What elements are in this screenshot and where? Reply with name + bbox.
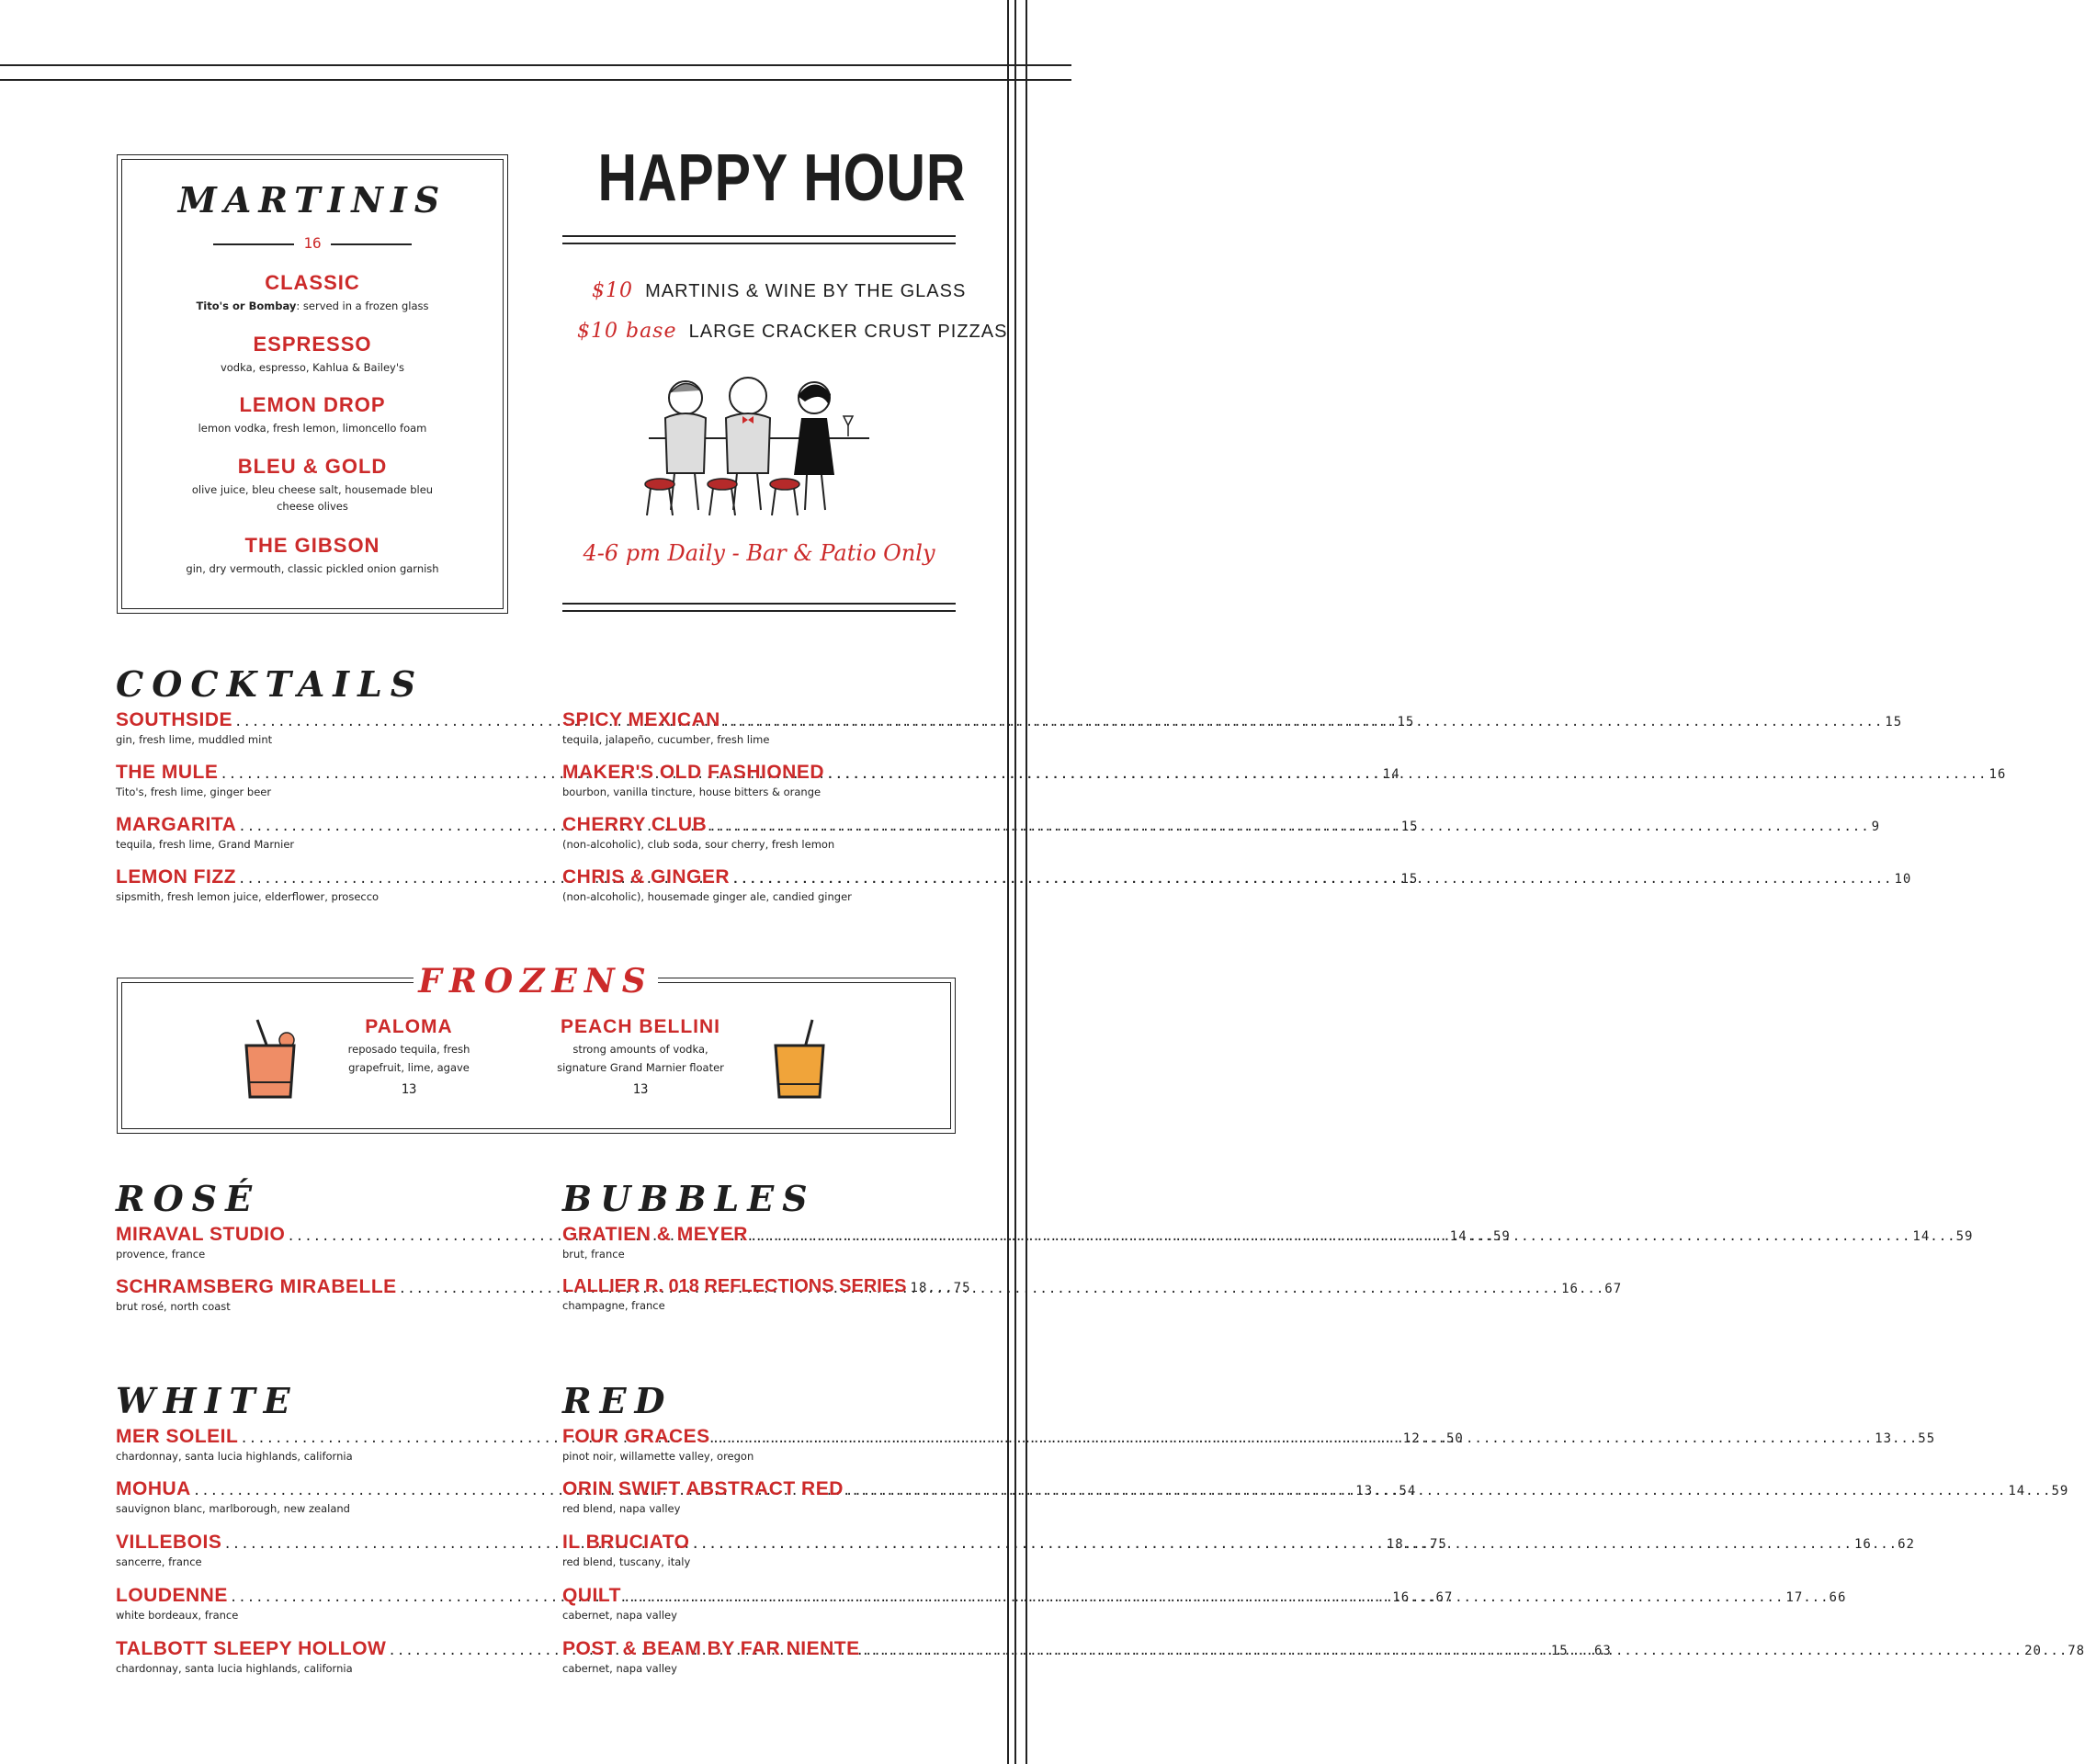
white-loudenne: LOUDENNE ..... 16...67 white bordeaux, france — [116, 1585, 509, 1622]
cocktail-makers-old-fashioned: MAKER'S OLD FASHIONED ..... 16 bourbon, vanilla tincture, house bitters & orange — [562, 762, 956, 798]
red-quilt: QUILT ..... 17...66 cabernet, napa valley — [562, 1585, 956, 1622]
white-villebois: VILLEBOIS ..... 18...75 sancerre, france — [116, 1532, 509, 1568]
bubbles-title: BUBBLES — [562, 1178, 816, 1219]
cocktail-the-mule: THE MULE ..... 14 Tito's, fresh lime, ginger beer — [116, 762, 509, 798]
cocktail-cherry-club: CHERRY CLUB ..... 9 (non-alcoholic), club soda, sour cherry, fresh lemon — [562, 814, 956, 851]
red-four-graces: FOUR GRACES ..... 13...55 pinot noir, willamette valley, oregon — [562, 1426, 956, 1463]
happy-hour-title: HAPPY HOUR — [597, 141, 967, 215]
white-mohua: MOHUA ..... 13...54 sauvignon blanc, marlborough, new zealand — [116, 1478, 509, 1515]
peach-bellini-glass-icon — [770, 1018, 831, 1102]
cocktails-title: COCKTAILS — [116, 663, 425, 705]
martinis-price: 16 — [303, 234, 322, 252]
rose-schramsberg-mirabelle: SCHRAMSBERG MIRABELLE ..... 16...67 brut rosé, north coast — [116, 1276, 509, 1313]
hh-times: 4-6 pm Daily - Bar & Patio Only — [583, 540, 935, 566]
hh-rule-top-1 — [562, 235, 956, 237]
bar-patrons-illustration — [640, 372, 878, 519]
rose-miraval-studio: MIRAVAL STUDIO ..... 14...59 provence, france — [116, 1224, 509, 1261]
white-mer-soleil: MER SOLEIL ..... 12...50 chardonnay, santa lucia highlands, california — [116, 1426, 509, 1463]
hh-rule-top-2 — [562, 243, 956, 244]
martini-lemon-drop: LEMON DROP lemon vodka, fresh lemon, limoncello foam — [198, 393, 427, 435]
hh-rule-bottom-1 — [562, 603, 956, 605]
martinis-price-row — [213, 234, 412, 254]
paloma-glass-icon — [241, 1018, 301, 1102]
frozen-paloma: PALOMA reposado tequila, fresh grapefruit, lime, agave 13 — [347, 1016, 470, 1098]
frozen-peach-bellini: PEACH BELLINI strong amounts of vodka, signature Grand Marnier floater 13 — [557, 1016, 724, 1098]
cocktail-margarita: MARGARITA ..... 15 tequila, fresh lime, Grand Marnier — [116, 814, 509, 851]
martini-classic: CLASSIC Tito's or Bombay: served in a frozen glass — [196, 271, 429, 312]
martini-bleu-gold: BLEU & GOLD olive juice, bleu cheese salt, housemade bleu cheese olives — [191, 455, 434, 514]
red-post-beam-far-niente: POST & BEAM BY FAR NIENTE ..... 20...78 cabernet, napa valley — [562, 1638, 956, 1675]
red-orin-swift-abstract: ORIN SWIFT ABSTRACT RED ..... 14...59 red blend, napa valley — [562, 1478, 956, 1515]
top-rule-2 — [0, 79, 1071, 81]
top-rule-1 — [0, 64, 1071, 66]
cocktail-chris-ginger: CHRIS & GINGER ..... 10 (non-alcoholic), housemade ginger ale, candied ginger — [562, 866, 956, 903]
hh-offer-pizzas: $10 base LARGE CRACKER CRUST PIZZAS — [577, 320, 1008, 343]
cocktail-lemon-fizz: LEMON FIZZ ..... 15 sipsmith, fresh lemon juice, elderflower, prosecco — [116, 866, 509, 903]
white-title: WHITE — [116, 1380, 299, 1421]
hh-rule-bottom-2 — [562, 610, 956, 612]
white-talbott-sleepy-hollow: TALBOTT SLEEPY HOLLOW ..... 15...63 chardonnay, santa lucia highlands, california — [116, 1638, 509, 1675]
cocktail-spicy-mexican: SPICY MEXICAN ..... 15 tequila, jalapeño, cucumber, fresh lime — [562, 709, 956, 746]
martinis-box — [117, 154, 508, 614]
cocktail-southside: SOUTHSIDE ..... 15 gin, fresh lime, muddled mint — [116, 709, 509, 746]
red-title: RED — [562, 1380, 674, 1421]
martinis-title: MARTINIS — [177, 179, 448, 220]
frozens-title: FROZENS — [414, 965, 658, 998]
martini-gibson: THE GIBSON gin, dry vermouth, classic pickled onion garnish — [186, 534, 439, 575]
red-il-bruciato: IL BRUCIATO ..... 16...62 red blend, tuscany, italy — [562, 1532, 956, 1568]
martini-espresso: ESPRESSO vodka, espresso, Kahlua & Bailey's — [220, 333, 405, 374]
hh-offer-martinis: $10 MARTINIS & WINE BY THE GLASS — [592, 279, 967, 302]
rose-title: ROSÉ — [116, 1178, 261, 1219]
bubbles-lallier-reflections: LALLIER R. 018 REFLECTIONS SERIES 18...75 champagne, france — [562, 1276, 971, 1312]
bubbles-gratien-meyer: GRATIEN & MEYER ..... 14...59 brut, france — [562, 1224, 956, 1261]
